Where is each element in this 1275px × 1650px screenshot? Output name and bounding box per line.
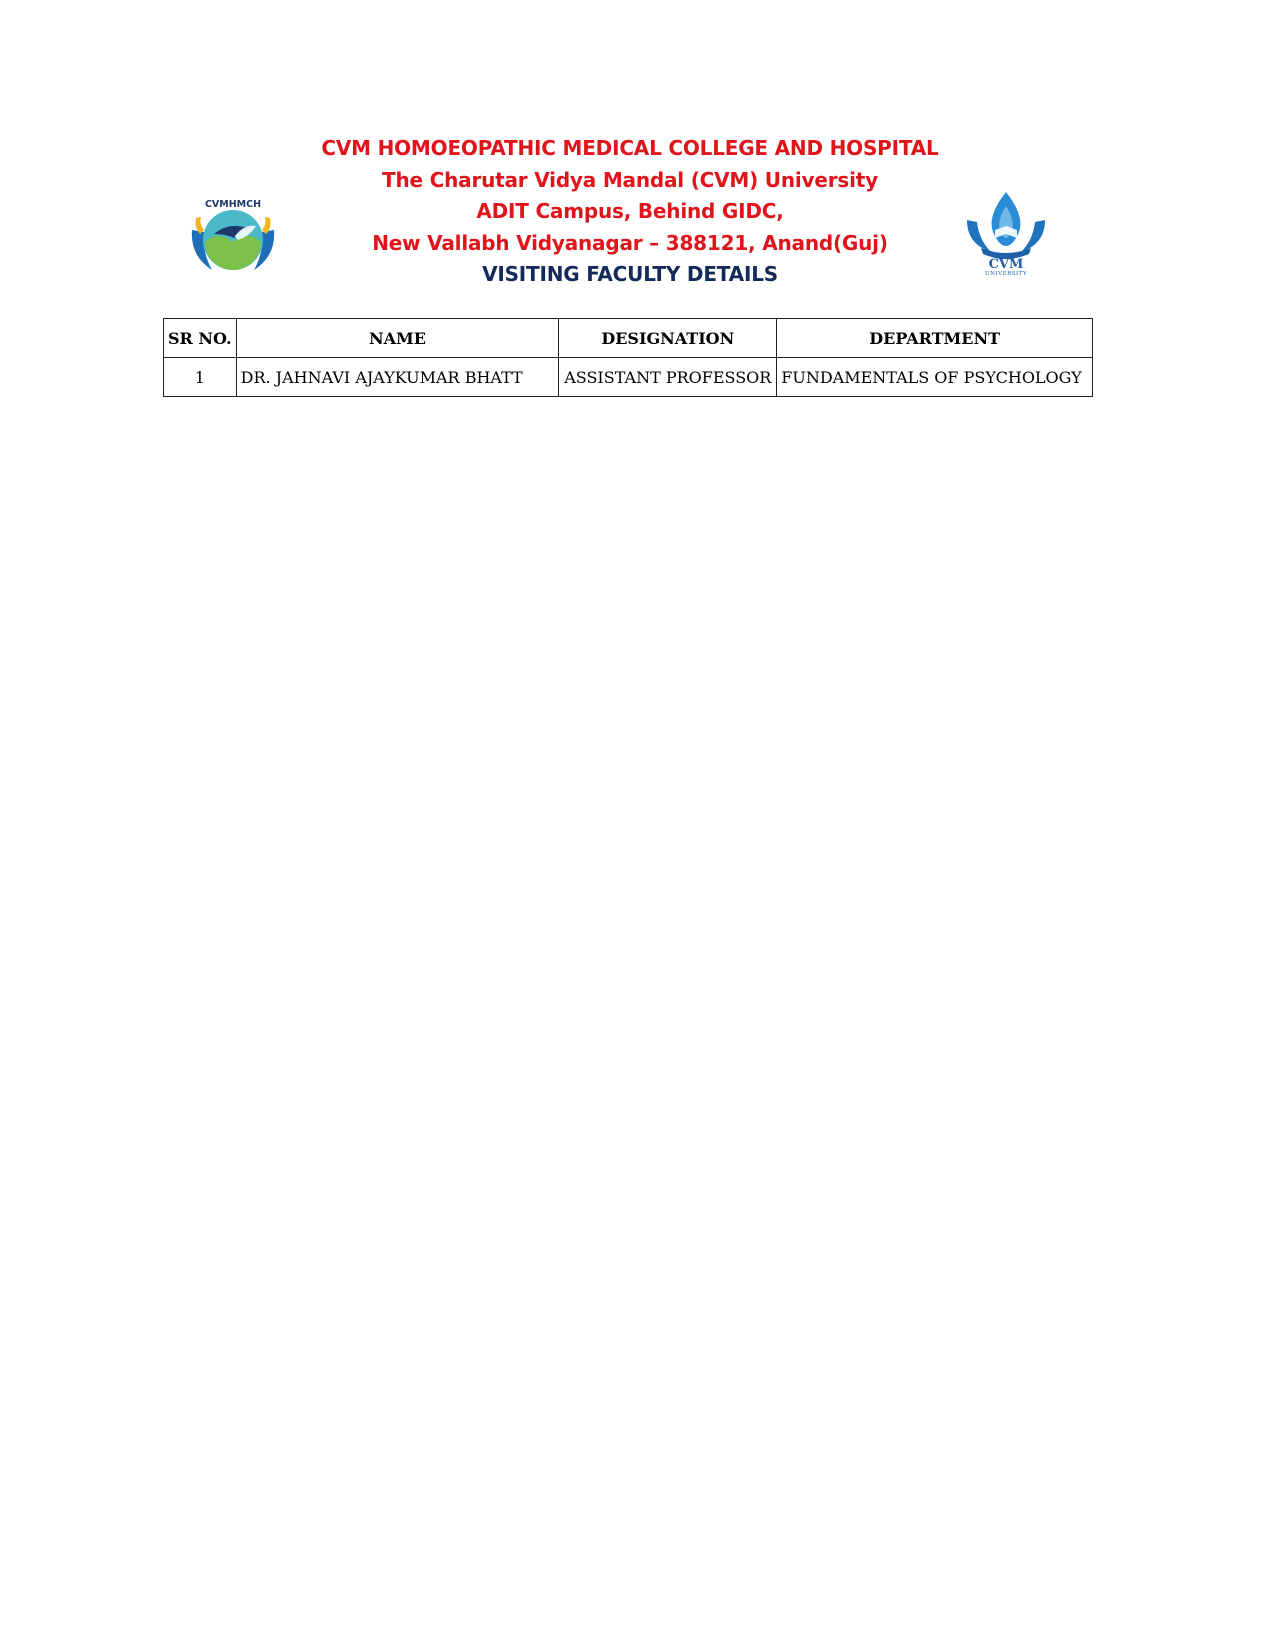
- college-name: CVM HOMOEOPATHIC MEDICAL COLLEGE AND HOSPITAL: [321, 136, 939, 160]
- cell-designation: ASSISTANT PROFESSOR: [559, 358, 777, 397]
- table-header-row: [164, 319, 1093, 358]
- campus-address: ADIT Campus, Behind GIDC,: [476, 199, 784, 223]
- cell-name: DR. JAHNAVI AJAYKUMAR BHATT: [236, 358, 559, 397]
- header-text-block: [290, 133, 970, 291]
- column-header-designation: DESIGNATION: [559, 319, 777, 358]
- university-name: The Charutar Vidya Mandal (CVM) University: [382, 167, 878, 192]
- table-row: [164, 358, 1093, 397]
- city-address: New Vallabh Vidyanagar – 388121, Anand(Guj): [372, 230, 888, 255]
- cell-department: FUNDAMENTALS OF PSYCHOLOGY: [777, 358, 1093, 397]
- column-header-department: DEPARTMENT: [777, 319, 1093, 358]
- cvm-logo-subtext: UNIVERSITY: [985, 271, 1027, 276]
- document-title: VISITING FACULTY DETAILS: [482, 262, 778, 286]
- cell-sr-no: 1: [164, 358, 237, 397]
- cvm-logo-text: CVM: [988, 257, 1024, 272]
- column-header-name: NAME: [236, 319, 559, 358]
- cvmhmch-logo: [188, 190, 278, 280]
- cvmhmch-logo-text: CVMHMCH: [204, 199, 262, 210]
- cvm-university-logo: [961, 186, 1051, 276]
- column-header-sr-no: SR NO.: [164, 319, 237, 358]
- visiting-faculty-table: [163, 318, 1093, 397]
